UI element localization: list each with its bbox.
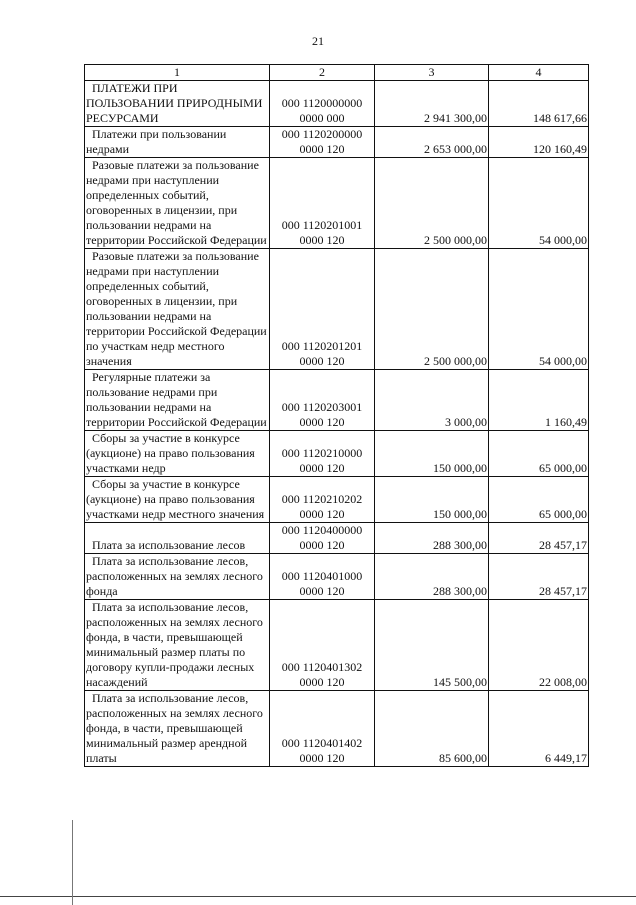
table-row (85, 691, 589, 767)
table-row (85, 127, 589, 158)
row-name: Сборы за участие в конкурсе (аукционе) на право пользования участками недр местного значения (85, 477, 270, 523)
row-value-col3: 145 500,00 (375, 600, 489, 691)
row-code: 000 1120400000 0000 120 (270, 523, 375, 554)
row-code: 000 1120201201 0000 120 (270, 249, 375, 370)
row-code: 000 1120401000 0000 120 (270, 554, 375, 600)
column-header-4: 4 (489, 65, 589, 81)
row-name: Платежи при пользовании недрами (85, 127, 270, 158)
page-number: 21 (312, 34, 324, 48)
table-row (85, 370, 589, 431)
row-value-col4: 54 000,00 (489, 158, 589, 249)
row-value-col4: 22 008,00 (489, 600, 589, 691)
row-name: Плата за использование лесов, расположенных на землях лесного фонда, в части, превышающей минимальный размер арендной платы (85, 691, 270, 767)
row-value-col3: 288 300,00 (375, 523, 489, 554)
table-row (85, 477, 589, 523)
row-value-col3: 85 600,00 (375, 691, 489, 767)
row-value-col3: 2 500 000,00 (375, 249, 489, 370)
row-name: Плата за использование лесов, расположенных на землях лесного фонда, в части, превышающей минимальный размер платы по договору купли-продажи лесных насаждений (85, 600, 270, 691)
row-value-col4: 28 457,17 (489, 523, 589, 554)
row-value-col3: 150 000,00 (375, 477, 489, 523)
table-header-row (85, 65, 589, 81)
row-name: Сборы за участие в конкурсе (аукционе) на право пользования участками недр (85, 431, 270, 477)
row-code: 000 1120200000 0000 120 (270, 127, 375, 158)
scan-artifact-line (72, 820, 73, 905)
row-value-col3: 3 000,00 (375, 370, 489, 431)
row-code: 000 1120401402 0000 120 (270, 691, 375, 767)
column-header-3: 3 (375, 65, 489, 81)
row-value-col3: 2 653 000,00 (375, 127, 489, 158)
row-value-col3: 2 941 300,00 (375, 81, 489, 127)
row-value-col4: 6 449,17 (489, 691, 589, 767)
row-code: 000 1120210202 0000 120 (270, 477, 375, 523)
table-row (85, 523, 589, 554)
column-header-2: 2 (270, 65, 375, 81)
row-name: Плата за использование лесов, расположенных на землях лесного фонда (85, 554, 270, 600)
row-value-col4: 120 160,49 (489, 127, 589, 158)
row-value-col4: 28 457,17 (489, 554, 589, 600)
row-value-col4: 54 000,00 (489, 249, 589, 370)
table-row (85, 431, 589, 477)
column-header-1: 1 (85, 65, 270, 81)
table-row (85, 600, 589, 691)
table-row (85, 554, 589, 600)
row-code: 000 1120000000 0000 000 (270, 81, 375, 127)
row-value-col4: 1 160,49 (489, 370, 589, 431)
row-name: Разовые платежи за пользование недрами при наступлении определенных событий, оговоренных в лицензии, при пользовании недрами на территории Российской Федерации (85, 158, 270, 249)
row-value-col4: 148 617,66 (489, 81, 589, 127)
row-code: 000 1120401302 0000 120 (270, 600, 375, 691)
row-value-col4: 65 000,00 (489, 477, 589, 523)
scan-artifact-line (0, 896, 636, 897)
row-name: Разовые платежи за пользование недрами при наступлении определенных событий, оговоренных в лицензии, при пользовании недрами на территории Российской Федерации по участкам недр местного значения (85, 249, 270, 370)
row-name: ПЛАТЕЖИ ПРИ ПОЛЬЗОВАНИИ ПРИРОДНЫМИ РЕСУРСАМИ (85, 81, 270, 127)
row-name: Регулярные платежи за пользование недрами при пользовании недрами на территории Российской Федерации (85, 370, 270, 431)
row-code: 000 1120203001 0000 120 (270, 370, 375, 431)
budget-table (84, 64, 589, 767)
table-row (85, 158, 589, 249)
row-value-col4: 65 000,00 (489, 431, 589, 477)
row-code: 000 1120210000 0000 120 (270, 431, 375, 477)
row-name: Плата за использование лесов (85, 523, 270, 554)
row-code: 000 1120201001 0000 120 (270, 158, 375, 249)
row-value-col3: 288 300,00 (375, 554, 489, 600)
table-row (85, 249, 589, 370)
table-row (85, 81, 589, 127)
row-value-col3: 2 500 000,00 (375, 158, 489, 249)
row-value-col3: 150 000,00 (375, 431, 489, 477)
